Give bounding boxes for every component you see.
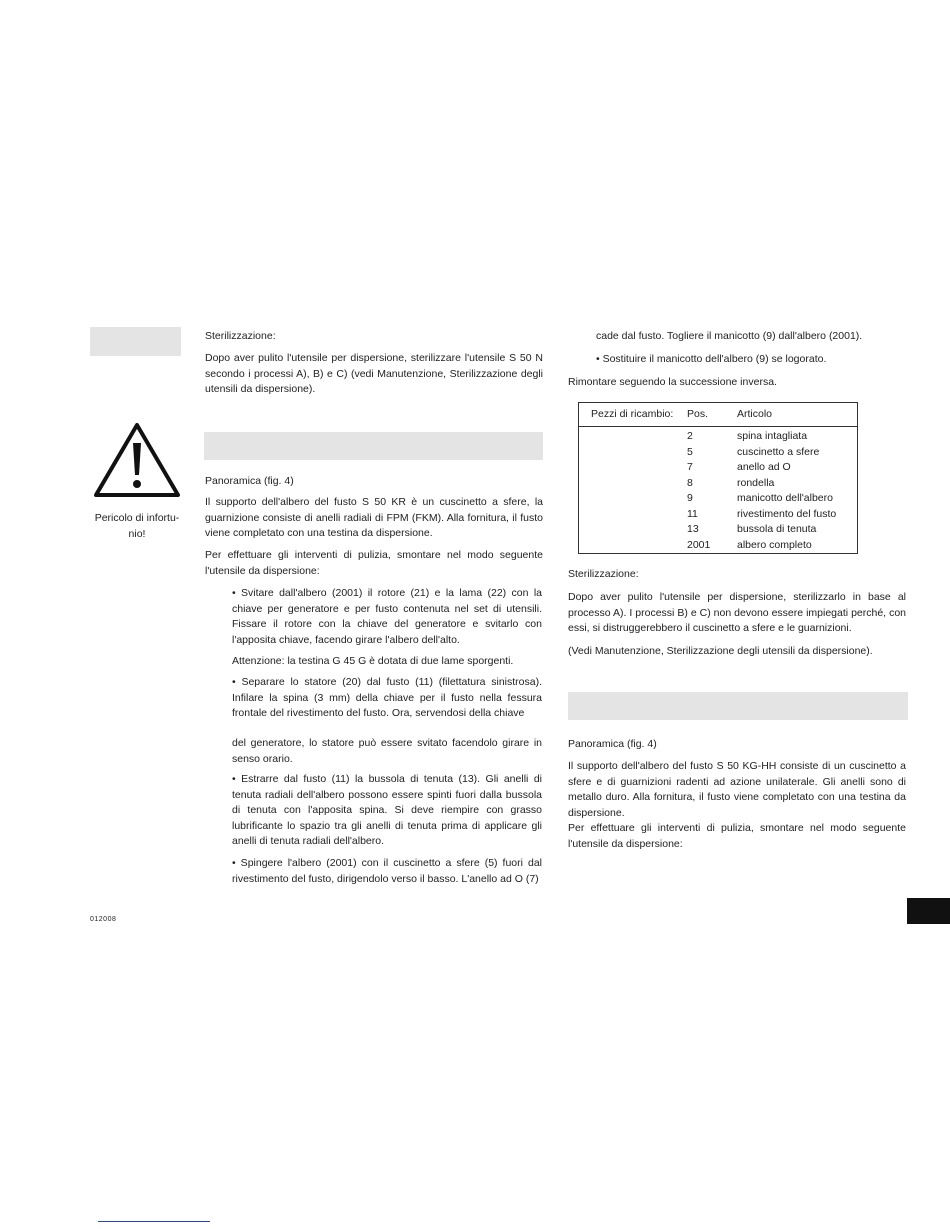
overview-para1: Il supporto dell'albero del fusto S 50 KR è un cuscinetto a sfere, la guarnizione consiste di anelli radiali di FPM (FKM). Alla fornitura, il fusto viene completato con una testina da dispersione. bbox=[205, 496, 543, 540]
row-article: albero completo bbox=[737, 538, 812, 551]
bottom-link-line bbox=[98, 1221, 210, 1222]
warning-caption: Pericolo di infortu-nio! bbox=[94, 512, 180, 540]
overview-heading-right: Panoramica (fig. 4) bbox=[568, 738, 657, 750]
bullet-extract-bushing: • Estrarre dal fusto (11) la bussola di tenuta (13). Gli anelli di tenuta radiali dell'albero possono essere spinti fuori dalla bussola di tenuta con l'apposita spina. Si deve riempire con grasso lubrificante lo spazio tra gli anelli di tenuta prima di applicare gli anelli di tenuta radiali dell'albero. bbox=[232, 773, 542, 848]
section-heading-bar-right bbox=[568, 692, 908, 720]
warning-triangle-icon bbox=[92, 421, 182, 499]
bullet-unscrew-rotor: • Svitare dall'albero (2001) il rotore (21) e la lama (22) con la chiave per generatore e per fusto contenuta nel set di utensili. Fissare il rotore con la chiave del generatore e svitarlo con l'apposita chiave, facendo girare l'albero dell'alto. bbox=[232, 587, 542, 646]
spare-parts-table bbox=[578, 402, 858, 554]
row-pos: 7 bbox=[687, 461, 693, 473]
row-article: manicotto dell'albero bbox=[737, 492, 833, 504]
bullet-replace-sleeve: • Sostituire il manicotto dell'albero (9) se logorato. bbox=[596, 353, 827, 365]
row-pos: 2 bbox=[687, 430, 693, 442]
row-article: bussola di tenuta bbox=[737, 523, 817, 535]
page-tab-marker bbox=[907, 898, 950, 924]
row-article: spina intagliata bbox=[737, 430, 808, 442]
overview-heading: Panoramica (fig. 4) bbox=[205, 475, 294, 487]
continuation-text: cade dal fusto. Togliere il manicotto (9) dall'albero (2001). bbox=[596, 330, 863, 342]
overview-para2-right: Per effettuare gli interventi di pulizia, smontare nel modo seguente l'utensile da dispersione: bbox=[568, 822, 906, 850]
attention-note: Attenzione: la testina G 45 G è dotata di due lame sporgenti. bbox=[232, 655, 514, 667]
row-article: anello ad O bbox=[737, 461, 791, 473]
row-article: cuscinetto a sfere bbox=[737, 445, 820, 458]
header-article: Articolo bbox=[737, 408, 773, 420]
bullet-separate-stator: • Separare lo statore (20) dal fusto (11) (filettatura sinistrosa). Infilare la spina (3 mm) della chiave per il fusto nella fessura frontale del rivestimento del fusto. Ora, servendosi della chiave bbox=[232, 676, 542, 720]
header-parts: Pezzi di ricambio: bbox=[591, 408, 674, 420]
sterilization-heading: Sterilizzazione: bbox=[205, 330, 276, 342]
footer-code: 012008 bbox=[90, 916, 117, 923]
row-article: rivestimento del fusto bbox=[737, 507, 837, 520]
margin-gray-block bbox=[90, 327, 181, 356]
overview-para1-right: Il supporto dell'albero del fusto S 50 KG-HH consiste di un cuscinetto a sfere e di guarnizioni radenti ad azione unilaterale. Gli anelli sono di metallo duro. Alla fornitura, il fusto viene completato con una testina da dispersione. bbox=[568, 760, 906, 819]
bullet-push-shaft: • Spingere l'albero (2001) con il cuscinetto a sfere (5) fuori dal rivestimento del fusto, dirigendolo verso il basso. L'anello ad O (7) bbox=[232, 857, 542, 885]
header-pos: Pos. bbox=[687, 408, 709, 420]
section-heading-bar bbox=[204, 432, 543, 460]
row-pos: 8 bbox=[687, 476, 693, 489]
sterilization-body-right: Dopo aver pulito l'utensile per dispersione, sterilizzarlo in base al processo A). I processi B) e C) non devono essere impiegati perché, con essi, si distruggerebbero il cuscinetto a sfere e le guarnizioni. bbox=[568, 591, 906, 635]
sterilization-ref-right: (Vedi Manutenzione, Sterilizzazione degli utensili da dispersione). bbox=[568, 645, 873, 657]
row-pos: 2001 bbox=[687, 538, 711, 551]
row-pos: 11 bbox=[687, 507, 698, 520]
row-pos: 9 bbox=[687, 492, 693, 504]
row-pos: 5 bbox=[687, 445, 693, 458]
sterilization-body: Dopo aver pulito l'utensile per dispersione, sterilizzare l'utensile S 50 N secondo i processi A), B) e C) (vedi Manutenzione, Sterilizzazione degli utensili da dispersione). bbox=[205, 352, 543, 396]
row-pos: 13 bbox=[687, 523, 699, 535]
sterilization-heading-right: Sterilizzazione: bbox=[568, 568, 639, 580]
reassemble-text: Rimontare seguendo la successione inversa. bbox=[568, 376, 777, 388]
overview-para2: Per effettuare gli interventi di pulizia, smontare nel modo seguente l'utensile da dispersione: bbox=[205, 549, 543, 577]
bullet-separate-stator-cont: del generatore, lo statore può essere svitato facendolo girare in senso orario. bbox=[232, 737, 542, 765]
row-article: rondella bbox=[737, 476, 775, 489]
